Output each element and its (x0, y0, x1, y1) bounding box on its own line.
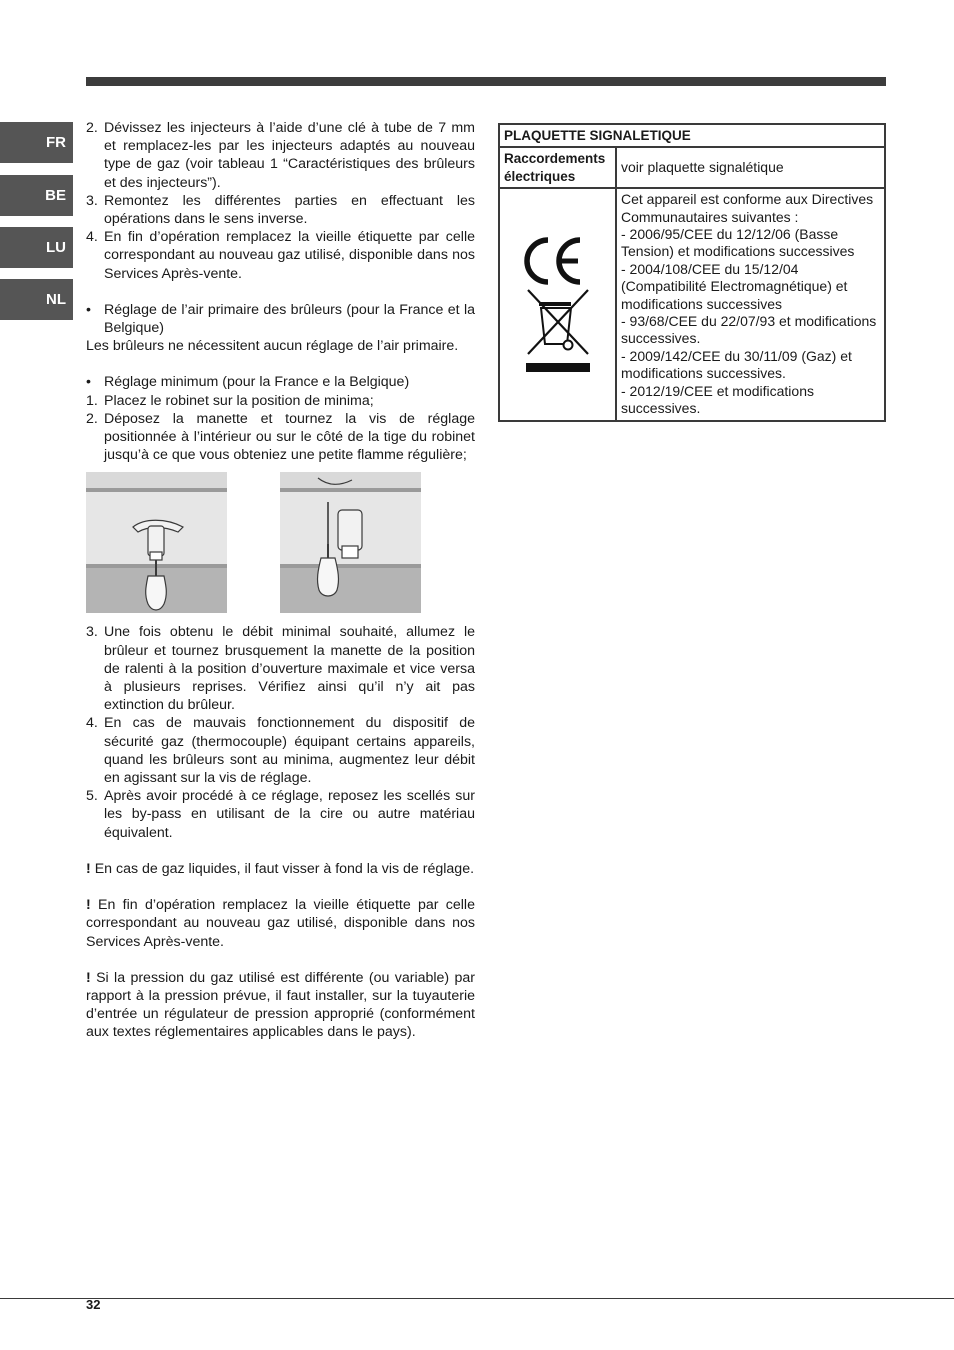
illustration-knob-removal (86, 472, 227, 613)
step-item: 2. Dévissez les injecteurs à l’aide d’une clé à tube de 7 mm et remplacez-les par les injecteurs adaptés au nouveau type de gaz (voir tableau 1 “Caractéristiques des brûleurs et des injecteurs”). (86, 120, 475, 191)
step-item: 4. En cas de mauvais fonctionnement du dispositif de sécurité gaz (thermocouple) équipant certains appareils, quand les brûleurs sont au minima, augmentez leur débit en agissant sur la vis de réglage. (86, 715, 475, 787)
warning-note: ! En fin d’opération remplacez la vieille étiquette par celle correspondant au nouveau gaz utilisé, disponible dans nos Services Après-vente. (86, 897, 475, 950)
plate-header: PLAQUETTE SIGNALETIQUE (499, 124, 885, 147)
illustration-screw-adjustment (280, 472, 421, 613)
header-bar (86, 77, 886, 86)
warning-note: ! En cas de gaz liquides, il faut visser à fond la vis de réglage. (86, 860, 475, 877)
language-tab-fr[interactable]: FR (0, 122, 73, 163)
language-tab-nl[interactable]: NL (0, 279, 73, 320)
step-item: 4. En fin d’opération remplacez la vieille étiquette par celle correspondant au nouveau gaz utilisé, disponible dans nos Services Après-vente. (86, 229, 475, 282)
warning-icon: ! (86, 897, 91, 914)
bullet-item-minimum: • Réglage minimum (pour la France e la Belgique) (86, 374, 410, 391)
air-paragraph: Les brûleurs ne nécessitent aucun réglage de l’air primaire. (86, 338, 459, 355)
step-item: 3. Remontez les différentes parties en effectuant les opérations dans le sens inverse. (86, 192, 475, 228)
step-text: Remontez les différentes parties en effectuant les opérations dans le sens inverse. (104, 192, 475, 228)
warning-icon: ! (86, 969, 91, 986)
instructions-column (86, 119, 475, 1042)
page-number: 32 (86, 1297, 101, 1312)
conformity-declaration: Cet appareil est conforme aux Directives Communautaires suivantes : - 2006/95/CEE du 12/12/06 (Basse Tension) et modifications successives - 2004/108/CEE du 15/12/04 (Compatibilité Electromagnétique) et modifications successives - 93/68/CEE du 22/07/93 et modifications successives. - 2009/142/CEE du 30/11/09 (Gaz) et modifications successives. - 2012/19/CEE et modifications successives. (616, 188, 885, 420)
step-text: Dévissez les injecteurs à l’aide d’une clé à tube de 7 mm et remplacez-les par les injecteurs adaptés au nouveau type de gaz (voir tableau 1 “Caractéristiques des brûleurs et des injecteurs”). (104, 120, 475, 191)
bullet-item-air: • Réglage de l’air primaire des brûleurs (pour la France et la Belgique) (86, 301, 475, 337)
rating-plate-table (498, 123, 886, 422)
warning-icon: ! (86, 860, 91, 877)
step-item: 2. Déposez la manette et tournez la vis de réglage positionnée à l’intérieur ou sur le côté de la tige du robinet jusqu’à ce que vous obteniez une petite flamme régulière; (86, 410, 475, 464)
step-item: 3. Une fois obtenu le débit minimal souhaité, allumez le brûleur et tournez brusquement la manette de la position de ralenti à la position d’ouverture maximale et vice versa à plusieurs reprises. Vérifiez ainsi qu’il n’y ait pas extinction du brûleur. (86, 624, 475, 714)
language-tab-be[interactable]: BE (0, 175, 73, 216)
adjustment-illustrations (86, 472, 475, 613)
electrical-connections-label: Raccordements électriques (499, 147, 616, 188)
step-item: 5. Après avoir procédé à ce réglage, reposez les scellés sur les by-pass en utilisant de la cire ou autre matériau équivalent. (86, 788, 475, 841)
warning-note: ! Si la pression du gaz utilisé est différente (ou variable) par rapport à la pression prévue, il faut installer, sur la tuyauterie d’entrée un régulateur de pression approprié (conformément aux textes réglementaires applicables dans le pays). (86, 969, 475, 1041)
ce-weee-icon (518, 232, 598, 372)
footer-rule (0, 1298, 954, 1299)
step-item: 1. Placez le robinet sur la position de minima; (86, 392, 374, 409)
step-text: En fin d’opération remplacez la vieille étiquette par celle correspondant au nouveau gaz utilisé, disponible dans nos Services Après-vente. (104, 229, 475, 282)
electrical-connections-value: voir plaquette signalétique (616, 147, 885, 188)
language-tab-lu[interactable]: LU (0, 227, 73, 268)
conformity-marks (499, 188, 616, 420)
